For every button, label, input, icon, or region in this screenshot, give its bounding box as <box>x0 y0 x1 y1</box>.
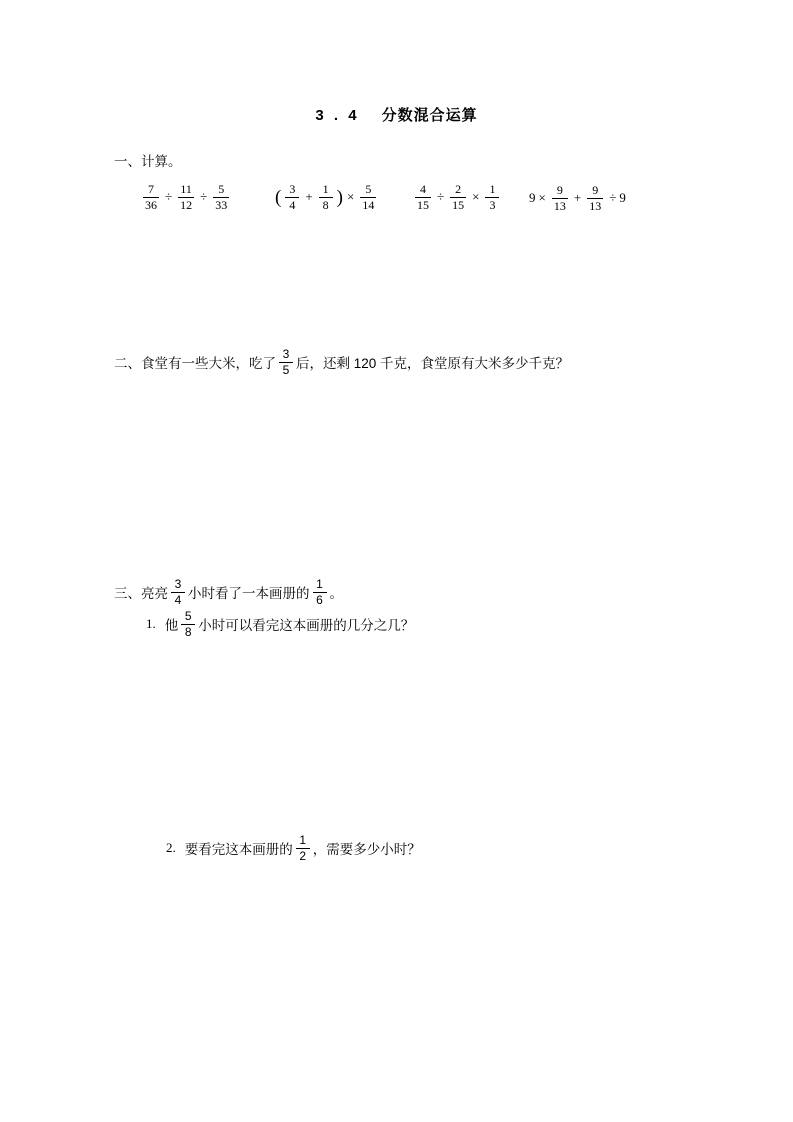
fraction-denominator: 6 <box>316 592 323 607</box>
question-text-before: 他 <box>164 618 179 634</box>
section-3-label: 三、 <box>114 586 141 602</box>
section-2-label: 二、 <box>114 356 141 372</box>
fraction-numerator: 1 <box>322 182 329 196</box>
page-title-text: 分数混合运算 <box>381 107 478 124</box>
fraction-denominator: 12 <box>180 197 193 212</box>
fraction-numerator: 3 <box>282 347 290 361</box>
section-2-problem <box>114 348 569 376</box>
question-2-fraction <box>296 834 310 862</box>
operator: ÷ <box>165 189 173 205</box>
fraction-denominator: 33 <box>215 197 228 212</box>
page-title-number: 3 . 4 <box>315 107 360 124</box>
parenthesis: ( <box>275 186 282 208</box>
fraction-numerator: 3 <box>289 182 296 196</box>
section-2-fraction <box>279 348 293 376</box>
operator: ÷ <box>437 189 445 205</box>
question-text-after: 小时可以看完这本画册的几分之几？ <box>198 618 415 634</box>
section-2-text-before: 食堂有一些大米，吃了 <box>141 356 276 372</box>
fraction-numerator: 9 <box>556 183 563 197</box>
fraction-numerator: 5 <box>184 609 192 623</box>
fraction <box>587 184 603 212</box>
fraction-numerator: 1 <box>299 833 307 847</box>
fraction <box>450 183 466 211</box>
fraction-denominator: 4 <box>174 592 182 607</box>
fraction-numerator: 11 <box>180 182 192 196</box>
fraction <box>485 183 499 211</box>
operator: + <box>573 190 582 206</box>
fraction-denominator: 5 <box>282 362 290 377</box>
expression-1 <box>140 183 232 211</box>
operator: ÷ <box>200 189 208 205</box>
section-1-heading: 一、计算。 <box>114 154 182 169</box>
section-3-stem <box>114 578 343 606</box>
number: 9 <box>529 190 536 206</box>
section-1-expressions <box>114 180 734 220</box>
section-3-stem-part2: 小时看了一本画册的 <box>188 586 310 602</box>
question-text-before: 要看完这本画册的 <box>184 842 293 858</box>
fraction-numerator: 4 <box>420 182 426 196</box>
fraction-denominator: 2 <box>299 848 307 863</box>
operator: × <box>347 189 355 205</box>
fraction-denominator: 15 <box>452 197 465 212</box>
fraction <box>213 183 229 211</box>
fraction <box>319 183 333 211</box>
fraction-denominator: 3 <box>489 197 496 212</box>
section-3-question-2 <box>166 834 421 862</box>
section-3-question-1 <box>146 610 414 638</box>
fraction-denominator: 8 <box>184 624 192 639</box>
expression-3 <box>412 183 502 211</box>
fraction-numerator: 1 <box>489 182 496 196</box>
fraction <box>143 183 159 211</box>
fraction <box>360 183 376 211</box>
fraction-denominator: 13 <box>553 198 566 213</box>
section-3-stem-fraction-2 <box>313 578 327 606</box>
expression-4 <box>529 184 626 212</box>
fraction-numerator: 5 <box>218 182 225 196</box>
operator: × <box>538 190 546 206</box>
fraction-numerator: 9 <box>592 183 599 197</box>
fraction-denominator: 36 <box>145 197 157 212</box>
fraction-numerator: 5 <box>365 182 372 196</box>
fraction-denominator: 4 <box>289 197 296 212</box>
question-text-after: ，需要多少小时？ <box>312 842 421 858</box>
fraction-denominator: 13 <box>589 198 602 213</box>
fraction-denominator: 8 <box>322 197 329 212</box>
fraction-numerator: 7 <box>148 182 154 196</box>
question-number: 1. <box>146 616 156 632</box>
operator: ÷ <box>609 190 617 206</box>
expression-2 <box>274 183 379 211</box>
fraction-numerator: 2 <box>455 182 462 196</box>
section-3-stem-fraction-1 <box>171 578 185 606</box>
page-title <box>0 104 793 125</box>
number: 9 <box>619 190 626 206</box>
question-1-fraction <box>181 610 195 638</box>
fraction-denominator: 14 <box>362 197 375 212</box>
parenthesis: ) <box>336 186 343 208</box>
fraction <box>178 183 194 211</box>
section-2-text-after: 后，还剩 120 千克，食堂原有大米多少千克？ <box>296 356 570 372</box>
operator: × <box>472 189 480 205</box>
fraction <box>552 184 568 212</box>
fraction <box>415 183 431 211</box>
fraction-numerator: 1 <box>316 577 323 591</box>
section-3-stem-part3: 。 <box>329 586 343 602</box>
section-3-stem-part1: 亮亮 <box>141 586 168 602</box>
question-number: 2. <box>166 840 176 856</box>
fraction <box>285 183 299 211</box>
fraction-numerator: 3 <box>174 577 182 591</box>
fraction-denominator: 15 <box>417 197 429 212</box>
operator: + <box>305 189 313 205</box>
